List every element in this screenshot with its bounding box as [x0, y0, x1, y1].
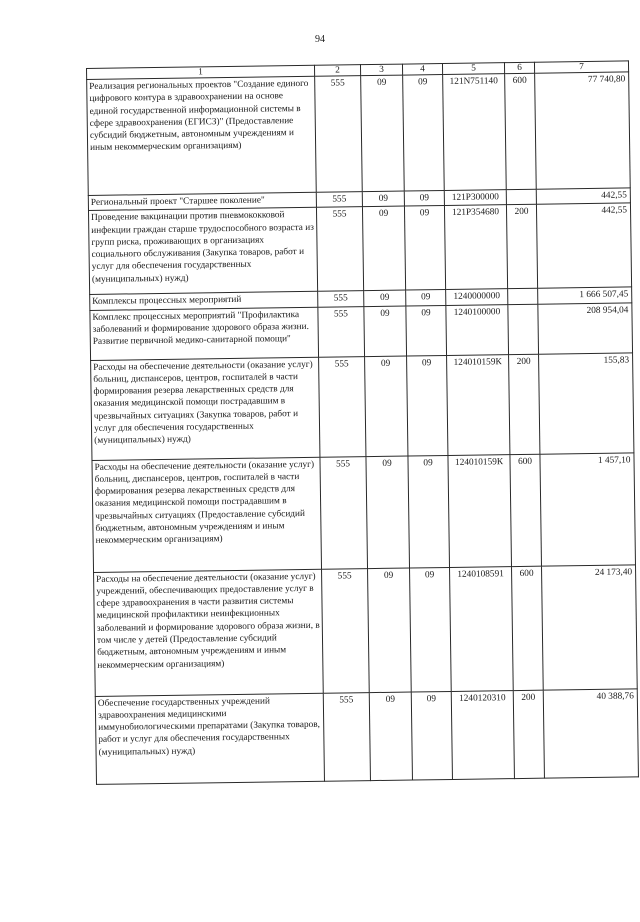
column-header: 7: [534, 61, 628, 73]
row-name: Расходы на обеспечение деятельности (оказание услуг) больниц, диспансеров, центров, госпиталей в части формирования резерва лекарственных средств для оказания медицинской помощи пострадавшим в чрезвычайных ситуациях (Предоставление субсидий бюджетным, автономным учреждениям и иным некоммерческим организациям): [92, 457, 322, 572]
row-vr: [506, 189, 536, 205]
row-sum: 442,55: [536, 188, 630, 205]
row-sum: 208 954,04: [538, 302, 633, 353]
column-header: 5: [442, 63, 504, 75]
row-csr: 1240108591: [450, 566, 514, 691]
row-ved: 555: [316, 207, 363, 292]
table-row: [91, 352, 634, 460]
row-pr: 09: [404, 191, 444, 207]
row-sum: 1 666 507,45: [538, 287, 632, 304]
table-row: [88, 203, 631, 295]
row-csr: 121N751140: [443, 74, 507, 191]
row-pr: 09: [407, 355, 448, 456]
table-row: [94, 564, 638, 696]
row-name: Региональный проект "Старшее поколение": [88, 192, 316, 210]
row-rz: 09: [365, 356, 408, 457]
row-sum: 77 740,80: [535, 72, 631, 189]
row-rz: 09: [369, 692, 412, 781]
row-rz: 09: [364, 290, 406, 306]
row-name: Реализация региональных проектов "Создание единого цифрового контура в здравоохранении на основе единой государственной информационной системы в сфере здравоохранения (ЕГИСЗ)" (Предоставление субсидий бюджетным, автономным учреждениям и иным некоммерческим организациям): [87, 76, 317, 195]
row-ved: 555: [318, 306, 365, 357]
row-csr: 124010159К: [447, 354, 510, 455]
row-csr: 1240100000: [446, 304, 509, 355]
row-sum: 442,55: [536, 203, 631, 288]
row-sum: 1 457,10: [540, 452, 636, 565]
row-ved: 555: [320, 456, 368, 569]
table-row: [95, 688, 638, 784]
row-vr: [508, 304, 539, 354]
row-name: Проведение вакцинации против пневмококковой инфекции граждан старше трудоспособного возраста из групп риска, проживающих в организациях социального обслуживания (Закупка товаров, работ и услуг для обеспечения государственных (муниципальных) нужд): [88, 208, 317, 295]
row-pr: 09: [406, 305, 447, 356]
row-ved: 555: [318, 291, 364, 307]
row-pr: 09: [411, 691, 452, 780]
column-header: 6: [504, 62, 534, 73]
row-vr: 200: [509, 354, 540, 454]
budget-table: [86, 60, 639, 784]
row-name: Расходы на обеспечение деятельности (оказание услуг) больниц, диспансеров, центров, госпиталей в части формирования резерва лекарственных средств для оказания медицинской помощи пострадавшим в чрезвычайных ситуациях (Закупка товаров, работ и услуг для обеспечения государственных (муниципальных) нужд): [91, 357, 320, 460]
row-ved: 555: [322, 568, 370, 693]
row-ved: 555: [323, 692, 370, 781]
row-name: Комплексы процессных мероприятий: [90, 292, 318, 310]
row-ved: 555: [315, 76, 363, 193]
column-header: 1: [87, 65, 315, 79]
row-pr: 09: [404, 206, 445, 291]
row-vr: 600: [510, 454, 542, 566]
row-pr: 09: [403, 75, 445, 192]
row-vr: [508, 289, 538, 305]
row-rz: 09: [364, 306, 407, 357]
row-sum: 24 173,40: [541, 564, 637, 689]
row-sum: 155,83: [539, 352, 634, 453]
row-csr: 1240000000: [446, 289, 508, 305]
row-sum: 40 388,76: [543, 688, 638, 777]
column-header: 3: [360, 64, 402, 76]
row-name: Обеспечение государственных учреждений здравоохранения медицинскими иммунобиологическими препаратами (Закупка товаров, работ и услуг для обеспечения государственных (муниципальных) нужд): [95, 693, 324, 784]
row-pr: 09: [408, 455, 450, 568]
row-rz: 09: [368, 568, 412, 693]
row-rz: 09: [362, 206, 405, 291]
row-name: Комплекс процессных мероприятий "Профилактика заболеваний и формирование здорового образа жизни. Развитие первичной медико-санитарной помощи": [90, 307, 319, 360]
row-rz: 09: [366, 456, 410, 569]
row-vr: 200: [506, 205, 537, 289]
page-number: 94: [315, 34, 325, 45]
row-pr: 09: [410, 567, 452, 692]
row-csr: 1240120310: [451, 690, 514, 779]
row-ved: 555: [316, 192, 362, 208]
row-rz: 09: [362, 191, 404, 207]
row-pr: 09: [406, 290, 446, 306]
row-vr: 600: [505, 73, 537, 189]
row-csr: 121P354680: [444, 205, 507, 290]
row-ved: 555: [319, 356, 366, 457]
column-header: 2: [314, 65, 360, 77]
row-vr: 600: [511, 566, 543, 690]
table-row: [90, 302, 633, 360]
row-csr: 124010159К: [448, 454, 512, 567]
row-name: Расходы на обеспечение деятельности (оказание услуг) учреждений, обеспечивающих предоставление услуг в сфере здравоохранения в части развития системы медицинской профилактики неинфекционных заболеваний и формирование здорового образа жизни, в том числе у детей (Предоставление субсидий бюджетным, автономным учреждениям и иным некоммерческим организациям): [94, 569, 324, 696]
row-rz: 09: [361, 75, 405, 192]
table-row: [87, 72, 631, 196]
table-row: [92, 452, 636, 572]
row-csr: 121P300000: [444, 190, 506, 206]
row-vr: 200: [513, 690, 544, 778]
column-header: 4: [402, 64, 442, 76]
